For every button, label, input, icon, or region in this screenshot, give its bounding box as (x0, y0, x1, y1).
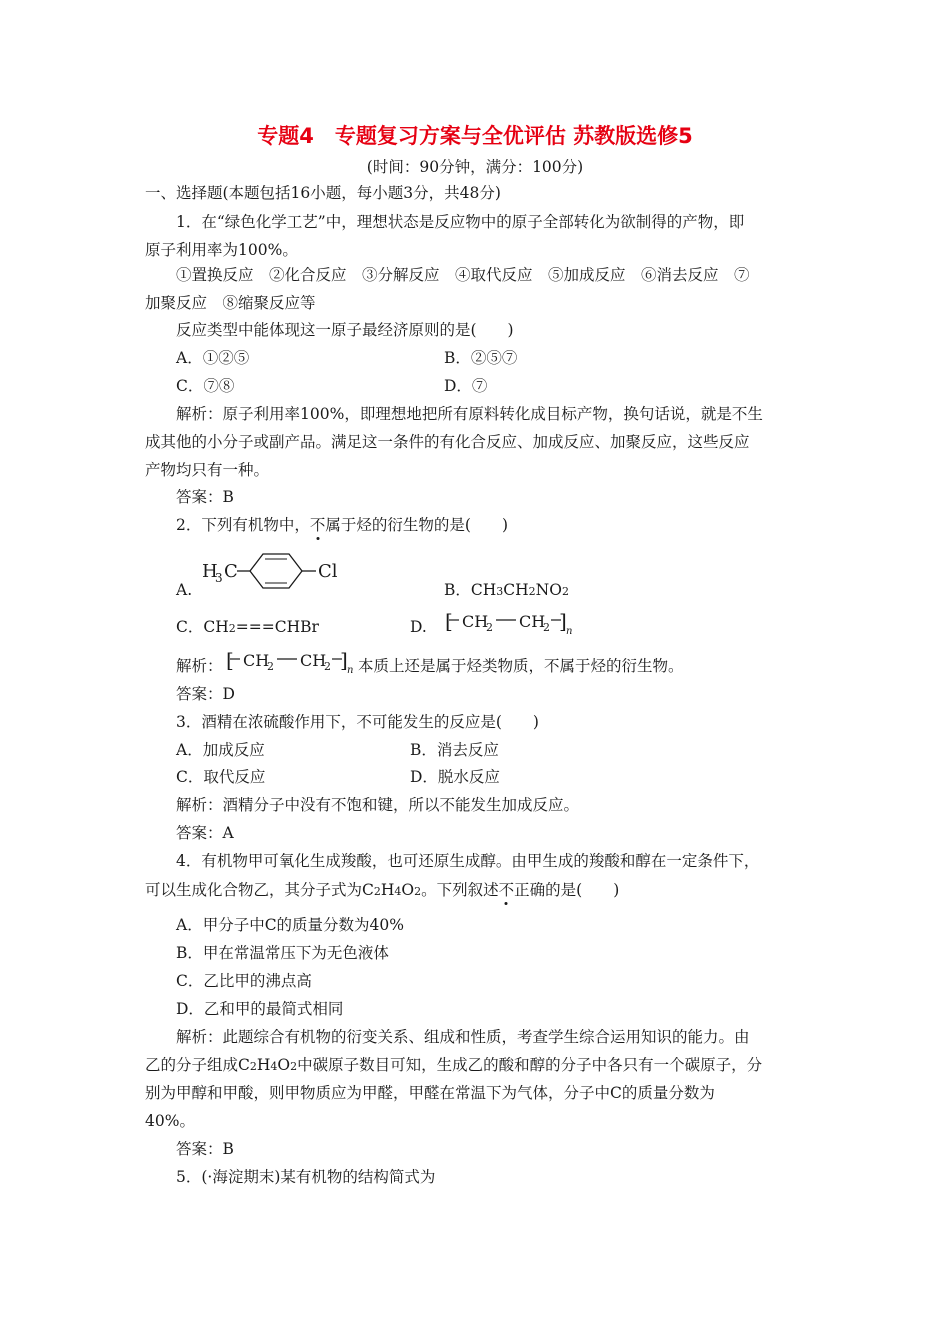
q2-option-c: C．CH2===CHBr (176, 618, 319, 636)
q4-explanation-line3: 别为甲醇和甲酸，则甲物质应为甲醛，甲醛在常温下为气体，分子中C的质量分数为 (145, 1084, 715, 1102)
struct-c: C (224, 561, 238, 582)
page-title: 专题4 专题复习方案与全优评估 苏教版选修5 (257, 124, 693, 148)
q4-explanation-line2: 乙的分子组成C2H4O2中碳原子数目可知，生成乙的酸和醇的分子中各只有一个碳原子，分 (145, 1056, 763, 1074)
q1-stem-line1: 1．在“绿色化学工艺”中，理想状态是反应物中的原子全部转化为欲制得的产物，即 (176, 213, 745, 231)
svg-text:CH: CH (300, 651, 327, 670)
q3-answer: 答案：A (176, 824, 234, 842)
struct-cl: Cl (318, 561, 338, 582)
q4-answer: 答案：B (176, 1140, 234, 1158)
q1-explanation-line3: 产物均只有一种。 (145, 461, 270, 479)
struct-h-sub: 3 (215, 571, 223, 585)
q2-explanation-pre: 解析： (176, 657, 223, 675)
q1-explanation-line2: 成其他的小分子或副产品。满足这一条件的有化合反应、加成反应、加聚反应，这些反应 (145, 433, 750, 451)
q4-stem-emphasis: 不 (498, 881, 515, 899)
q3-option-c: C．取代反应 (176, 768, 266, 786)
q2-stem-pre: 2．下列有机物中， (176, 516, 310, 534)
q1-option-a: A．①②⑤ (176, 349, 250, 367)
q2-answer: 答案：D (176, 685, 235, 703)
q3-option-a: A．加成反应 (176, 741, 265, 759)
q1-option-c: C．⑦⑧ (176, 377, 235, 395)
q1-question: 反应类型中能体现这一原子最经济原则的是( ) (176, 321, 514, 339)
svg-text:2: 2 (486, 621, 493, 634)
q3-explanation: 解析：酒精分子中没有不饱和键，所以不能发生加成反应。 (176, 796, 580, 814)
q4-stem-line2: 可以生成化合物乙，其分子式为C2H4O2。下列叙述不正确的是( ) (145, 881, 620, 899)
svg-text:CH: CH (519, 612, 546, 631)
q1-answer: 答案：B (176, 488, 234, 506)
q2-option-a-label: A. (176, 581, 193, 599)
q4-explanation-line4: 40%。 (145, 1112, 195, 1130)
struct-h: H (202, 561, 218, 582)
q4-explanation-line1: 解析：此题综合有机物的衍变关系、组成和性质，考查学生综合运用知识的能力。由 (176, 1028, 750, 1046)
q2-option-b (444, 580, 569, 602)
q1-option-d: D．⑦ (444, 377, 488, 395)
svg-text:[: [ (226, 648, 234, 672)
svg-text:]: ] (559, 609, 567, 633)
q2-stem (176, 515, 508, 535)
svg-text:CH: CH (243, 651, 270, 670)
q4-option-a: A．甲分子中C的质量分数为40% (176, 916, 405, 934)
q4-stem-line1: 4．有机物甲可氧化生成羧酸，也可还原生成醇。由甲生成的羧酸和醇在一定条件下， (176, 852, 760, 870)
q1-list-line2: 加聚反应 ⑧缩聚反应等 (145, 294, 316, 312)
q2-stem-post: 属于烃的衍生物的是( ) (325, 516, 508, 534)
svg-text:]: ] (340, 648, 348, 672)
q2-stem-emphasis: 不 (309, 516, 326, 534)
q2-explanation-polymer (224, 645, 364, 677)
q3-stem: 3．酒精在浓硫酸作用下，不可能发生的反应是( ) (176, 713, 539, 731)
svg-text:CH: CH (462, 612, 489, 631)
q1-explanation-line1: 解析：原子利用率100%，即理想地把所有原料转化成目标产物，换句话说，就是不生 (176, 405, 763, 423)
svg-text:[: [ (445, 609, 453, 633)
svg-text:n: n (347, 665, 354, 676)
polymer-n: n (566, 626, 573, 637)
q2-explanation-post: 本质上还是属于烃类物质，不属于烃的衍生物。 (358, 657, 684, 675)
q2-option-d-polymer (443, 606, 583, 638)
q2-option-b-label: B． (444, 581, 471, 599)
q3-option-d: D．脱水反应 (410, 768, 500, 786)
q1-option-b: B．②⑤⑦ (444, 349, 518, 367)
q2-option-d-label: D. (410, 618, 427, 636)
section-heading: 一、选择题(本题包括16小题，每小题3分，共48分) (145, 184, 501, 202)
exam-subtitle: (时间：90分钟，满分：100分) (366, 158, 584, 176)
svg-text:2: 2 (543, 621, 550, 634)
q1-list-line1: ①置换反应 ②化合反应 ③分解反应 ④取代反应 ⑤加成反应 ⑥消去反应 ⑦ (176, 266, 750, 284)
svg-text:2: 2 (267, 660, 274, 673)
q1-stem-line2: 原子利用率为100%。 (145, 241, 298, 259)
q2-option-b-formula: CH3CH2NO2 (470, 581, 569, 599)
q4-option-b: B．甲在常温常压下为无色液体 (176, 944, 389, 962)
q5-stem: 5．(·海淀期末)某有机物的结构简式为 (176, 1168, 436, 1186)
q4-option-d: D．乙和甲的最简式相同 (176, 1000, 344, 1018)
svg-text:2: 2 (324, 660, 331, 673)
q4-option-c: C．乙比甲的沸点高 (176, 972, 312, 990)
q2-option-a-structure (200, 548, 360, 592)
q3-option-b: B．消去反应 (410, 741, 499, 759)
